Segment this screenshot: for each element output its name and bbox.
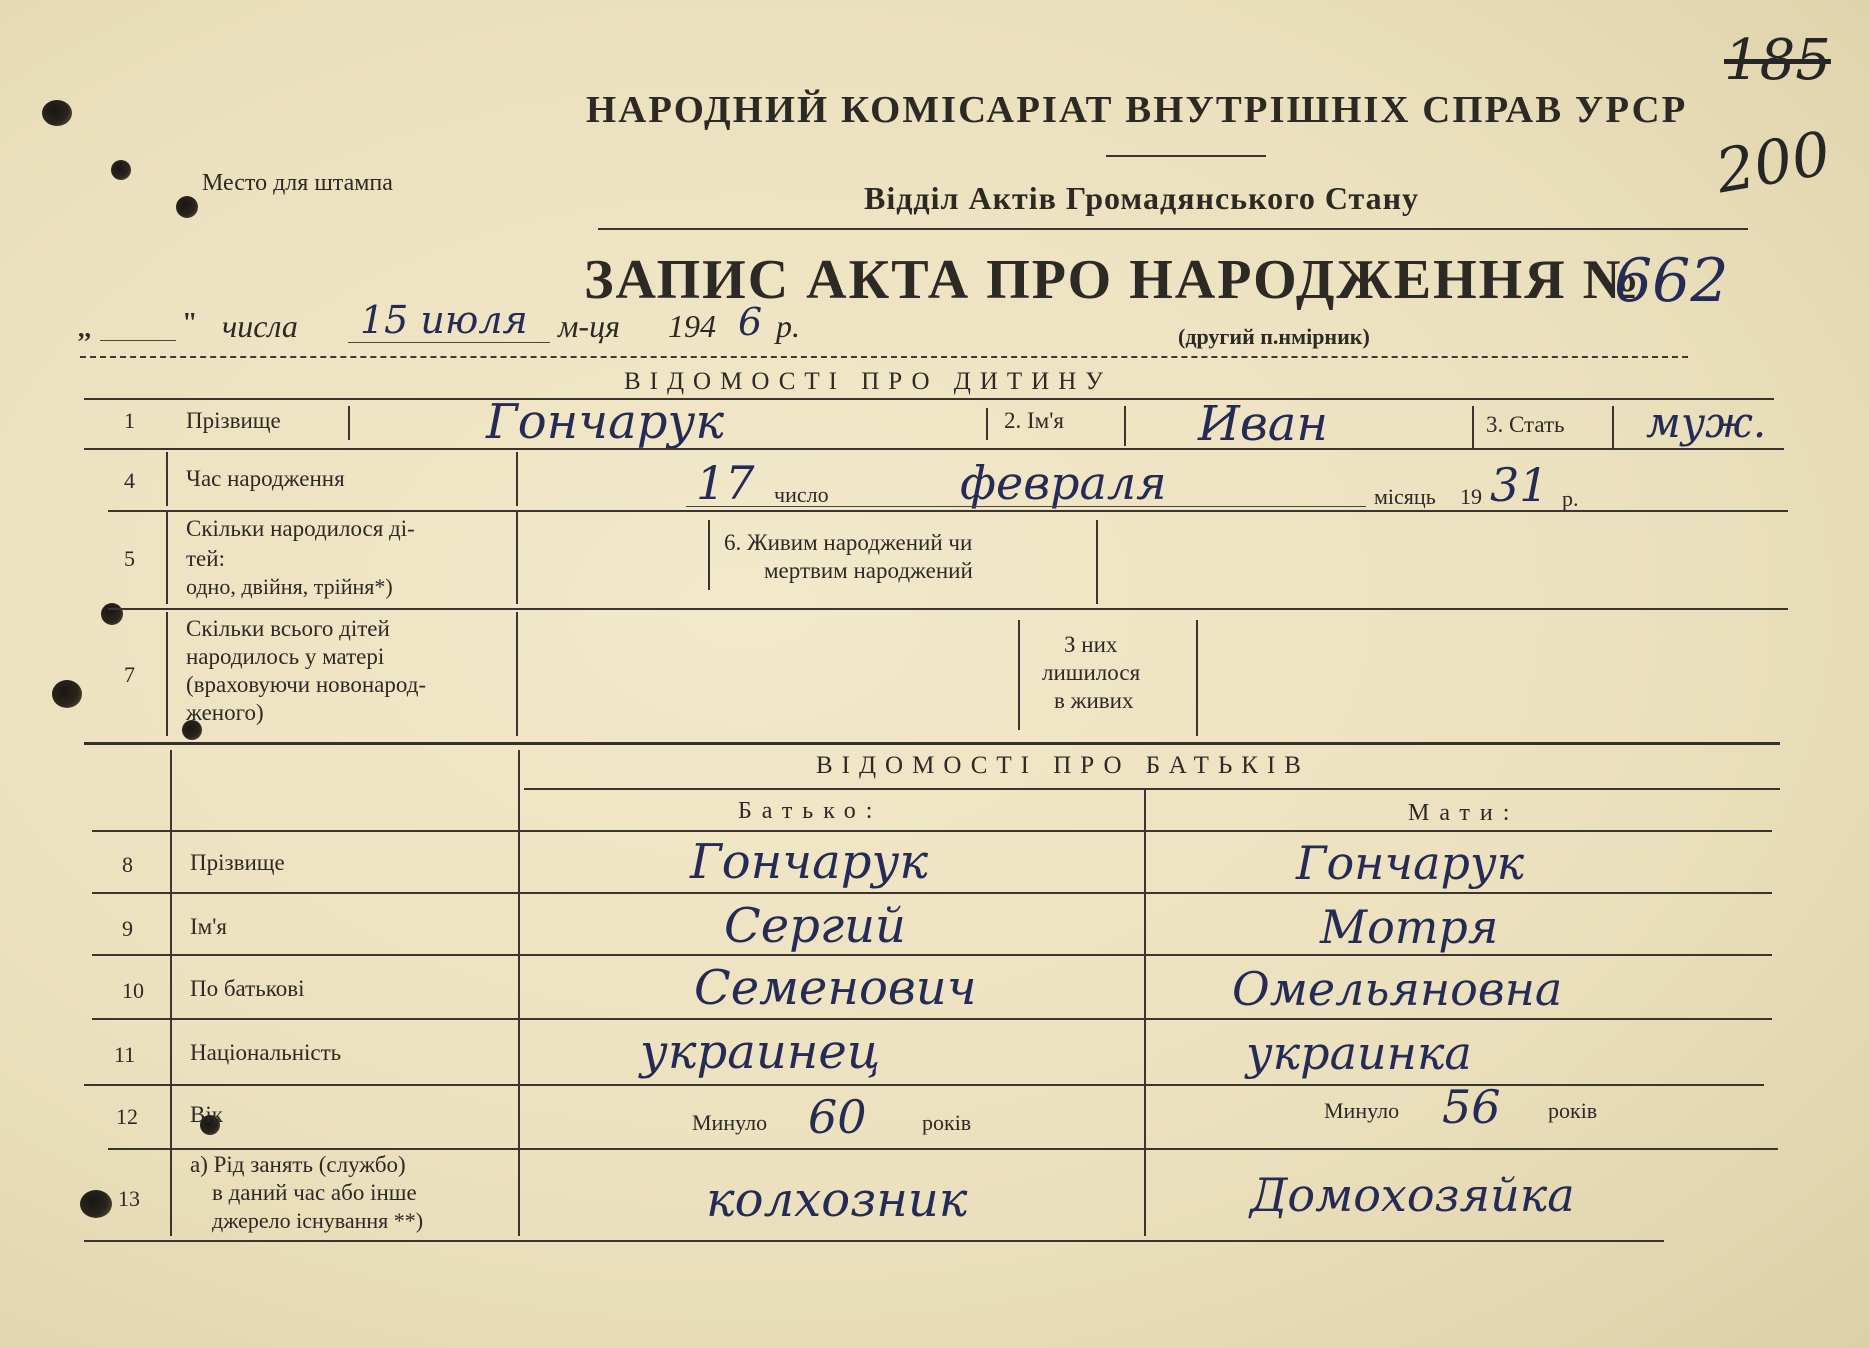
row-number: 7 <box>124 662 135 687</box>
divider <box>92 830 1772 832</box>
divider <box>1106 155 1266 157</box>
date-open-quote: ,, <box>78 314 91 343</box>
total-children-label-l1: Скільки всього дітей <box>186 616 390 641</box>
divider <box>84 742 1780 745</box>
record-title: ЗАПИС АКТА ПРО НАРОДЖЕННЯ № <box>584 249 1641 311</box>
birth-time-label: Час народження <box>186 466 345 491</box>
separator <box>166 452 168 506</box>
child-name: Иван <box>1198 396 1329 452</box>
row-number: 12 <box>116 1104 138 1129</box>
divider <box>84 1240 1664 1242</box>
father-header: Батько: <box>738 798 883 824</box>
punch-hole <box>176 196 198 218</box>
year-prefix: 19 <box>1460 484 1482 509</box>
mother-minulo: Минуло <box>1324 1098 1400 1123</box>
father-value: Сергий <box>724 898 906 954</box>
corner-number-struck: 185 <box>1724 28 1831 93</box>
separator <box>516 612 518 736</box>
births-count-label-l2: тей: <box>186 546 225 571</box>
separator <box>1144 790 1146 1236</box>
record-number: 662 <box>1614 246 1729 316</box>
alive-born-label-l1: 6. Живим народжений чи <box>724 530 973 555</box>
birth-year: 31 <box>1490 458 1549 512</box>
age-label: Вік <box>190 1102 223 1127</box>
alive-remaining-label-l3: в живих <box>1054 688 1134 713</box>
parent-field-label: Прізвище <box>190 850 285 875</box>
row-number: 9 <box>122 916 133 941</box>
ministry-title: НАРОДНИЙ КОМІСАРІАТ ВНУТРІШНІХ СПРАВ УРСР <box>586 89 1688 131</box>
birth-day: 17 <box>696 456 755 510</box>
date-underline <box>348 342 550 343</box>
parents-section-heading: ВІДОМОСТІ ПРО БАТЬКІВ <box>816 752 1310 779</box>
alive-remaining-label-l1: З них <box>1064 632 1118 657</box>
mother-age: 56 <box>1442 1080 1501 1134</box>
child-sex: муж. <box>1646 398 1767 447</box>
parent-field-label: По батькові <box>190 976 305 1001</box>
mother-value: украинка <box>1246 1026 1472 1080</box>
mother-occupation: Домохозяйка <box>1250 1168 1575 1222</box>
date-month-label: м-ця <box>558 308 620 344</box>
occupation-label-l3: джерело існування **) <box>212 1208 424 1233</box>
date-close-quote: " <box>182 308 198 339</box>
total-children-label-l3: (враховуючи новонарод- <box>186 672 427 697</box>
father-minulo: Минуло <box>692 1110 768 1135</box>
separator <box>1196 620 1198 736</box>
row-number: 8 <box>122 852 133 877</box>
divider <box>108 1148 1778 1150</box>
divider <box>84 1084 1764 1086</box>
punch-hole <box>80 1190 112 1218</box>
date-day-month: 15 июля <box>360 298 528 342</box>
alive-born-label-l2: мертвим народжений <box>764 558 973 583</box>
divider <box>84 398 1774 400</box>
divider <box>80 356 1688 358</box>
mother-years: років <box>1548 1098 1598 1123</box>
month-label: місяць <box>1374 484 1436 509</box>
divider <box>108 510 1788 512</box>
child-surname: Гончарук <box>486 394 725 450</box>
row-number: 10 <box>122 978 144 1003</box>
separator <box>516 512 518 604</box>
births-count-label-l1: Скільки народилося ді- <box>186 516 415 541</box>
father-value: Семенович <box>694 960 977 1016</box>
divider <box>524 788 1780 790</box>
separator <box>166 512 168 604</box>
divider <box>92 1018 1772 1020</box>
separator <box>1096 520 1098 604</box>
father-years: років <box>922 1110 972 1135</box>
alive-remaining-label-l2: лишилося <box>1042 660 1141 685</box>
separator <box>986 408 988 440</box>
date-year-suffix: р. <box>776 308 800 344</box>
day-label: число <box>774 482 829 507</box>
punch-hole <box>42 100 72 126</box>
mother-value: Мотря <box>1320 900 1499 954</box>
date-day-blank <box>100 340 176 341</box>
row-number: 11 <box>114 1042 136 1067</box>
separator <box>1124 406 1126 446</box>
punch-hole <box>111 160 131 180</box>
mother-value: Омельяновна <box>1232 962 1563 1016</box>
row-number: 1 <box>124 408 135 433</box>
separator <box>348 406 350 440</box>
divider <box>92 892 1772 894</box>
divider <box>84 448 1784 450</box>
date-chisla-label: числа <box>222 308 298 344</box>
divider <box>92 954 1772 956</box>
date-year-digit: 6 <box>738 300 763 344</box>
separator <box>166 612 168 736</box>
separator <box>1018 620 1020 730</box>
father-value: Гончарук <box>690 834 929 890</box>
separator <box>170 750 172 1236</box>
total-children-label-l4: женого) <box>186 700 264 725</box>
father-occupation: колхозник <box>706 1172 968 1228</box>
child-section-heading: ВІДОМОСТІ ПРО ДИТИНУ <box>624 368 1112 395</box>
separator <box>1472 406 1474 450</box>
mother-value: Гончарук <box>1296 836 1525 890</box>
separator <box>516 452 518 506</box>
separator <box>708 520 710 590</box>
corner-number: 200 <box>1710 118 1836 208</box>
divider <box>598 228 1748 230</box>
name-label: 2. Ім'я <box>1004 408 1064 433</box>
surname-label: Прізвище <box>186 408 281 433</box>
row-number: 13 <box>118 1186 140 1211</box>
births-count-label-l3: одно, двійня, трійня*) <box>186 574 393 599</box>
copy-note: (другий п.нмірник) <box>1178 324 1370 349</box>
parent-field-label: Національність <box>190 1040 342 1065</box>
sex-label: 3. Стать <box>1486 412 1565 437</box>
parent-field-label: Ім'я <box>190 914 227 939</box>
date-underline <box>686 506 1366 507</box>
birth-month: февраля <box>960 456 1167 510</box>
separator <box>518 750 520 1236</box>
occupation-label-l2: в даний час або інше <box>212 1180 417 1205</box>
occupation-label-l1: а) Рід занять (службо) <box>190 1152 406 1177</box>
stamp-place-label: Место для штампа <box>202 170 393 196</box>
department-title: Відділ Актів Громадянського Стану <box>864 180 1420 216</box>
father-value: украинец <box>640 1024 881 1080</box>
separator <box>1612 406 1614 450</box>
divider <box>108 608 1788 610</box>
father-age: 60 <box>808 1090 867 1144</box>
punch-hole <box>101 603 123 625</box>
row-number: 4 <box>124 468 135 493</box>
total-children-label-l2: народилось у матері <box>186 644 385 669</box>
row-number: 5 <box>124 546 135 571</box>
mother-header: Мати: <box>1408 800 1520 826</box>
date-year-prefix: 194 <box>668 308 716 344</box>
year-suffix: р. <box>1562 486 1579 511</box>
punch-hole <box>52 680 82 708</box>
